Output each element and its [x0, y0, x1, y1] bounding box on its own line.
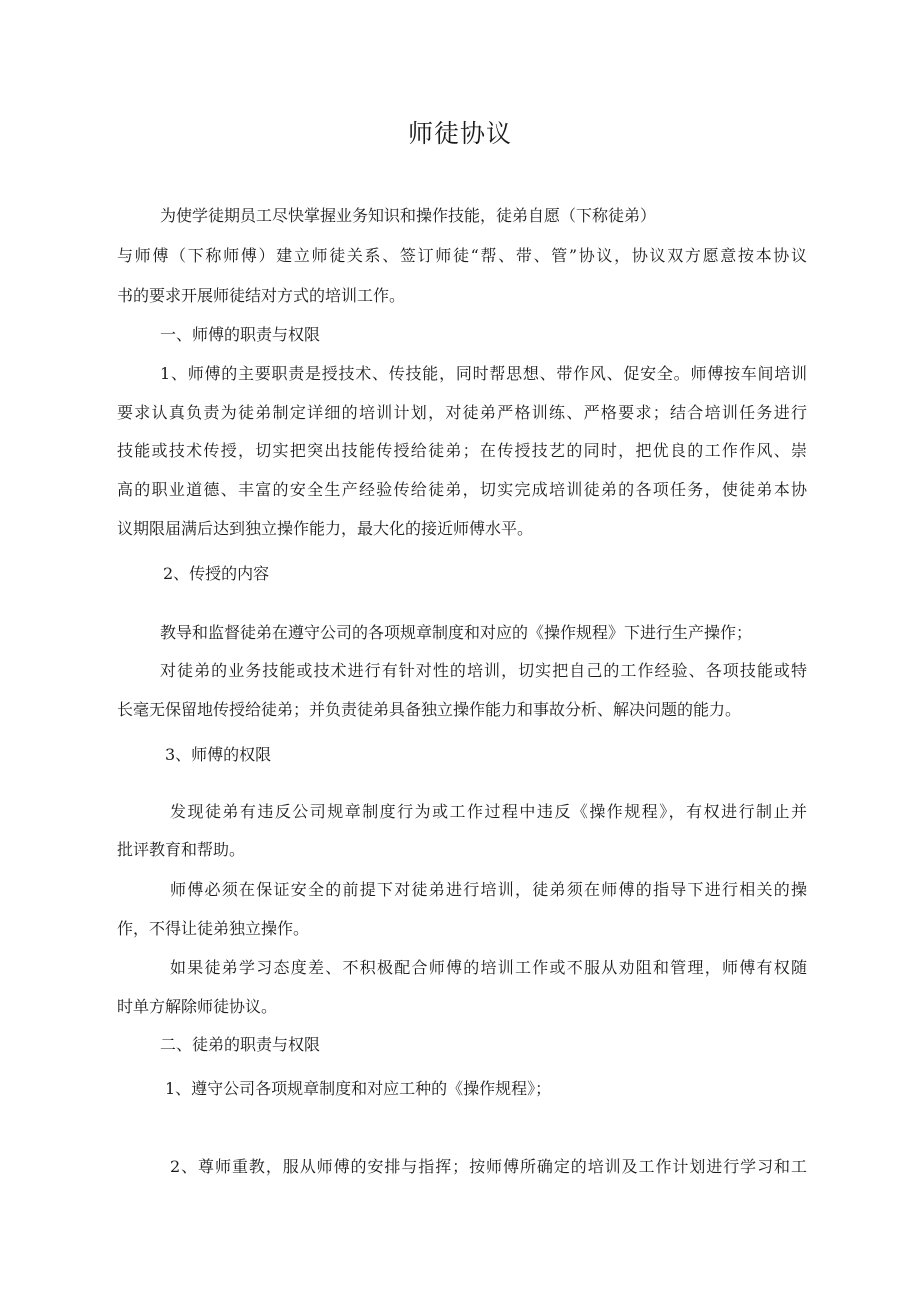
s2-item2-line-1: 2、尊师重教，服从师傅的安排与指挥；按师傅所确定的培训及工作计划进行学习和工 [170, 1157, 807, 1176]
s1-item3-para-3-line-2: 时单方解除师徒协议。 [117, 997, 278, 1016]
s1-item2-heading: 2、传授的内容 [163, 564, 270, 583]
s1-item1-line-1: 1、师傅的主要职责是授技术、传技能，同时帮思想、带作风、促安全。师傅按车间培训 [160, 364, 807, 383]
s1-item2-para-2-line-2: 长毫无保留地传授给徒弟；并负责徒弟具备独立操作能力和事故分析、解决问题的能力。 [117, 700, 742, 719]
s1-item3-para-3-line-1: 如果徒弟学习态度差、不积极配合师傅的培训工作或不服从劝阻和管理，师傅有权随 [170, 958, 807, 977]
intro-line-3: 书的要求开展师徒结对方式的培训工作。 [117, 286, 406, 305]
intro-line-2: 与师傅（下称师傅）建立师徒关系、签订师徒“帮、带、管”协议，协议双方愿意按本协议 [117, 246, 807, 265]
document-title: 师徒协议 [407, 119, 512, 148]
s1-item3-para-2-line-2: 作，不得让徒弟独立操作。 [117, 919, 310, 938]
intro-line-1: 为使学徒期员工尽快掌握业务知识和操作技能，徒弟自愿（下称徒弟） [160, 206, 657, 225]
s1-item1-line-4: 高的职业道德、丰富的安全生产经验传给徒弟，切实完成培训徒弟的各项任务，使徒弟本协 [117, 480, 807, 499]
section-1-heading: 一、师傅的职责与权限 [160, 325, 321, 344]
s1-item2-para-1: 教导和监督徒弟在遵守公司的各项规章制度和对应的《操作规程》下进行生产操作； [160, 623, 753, 642]
s1-item3-para-1-line-1: 发现徒弟有违反公司规章制度行为或工作过程中违反《操作规程》，有权进行制止并 [170, 802, 807, 821]
s1-item3-heading: 3、师傅的权限 [165, 745, 272, 764]
section-2-heading: 二、徒弟的职责与权限 [160, 1035, 321, 1054]
s2-item1: 1、遵守公司各项规章制度和对应工种的《操作规程》； [165, 1079, 552, 1098]
s1-item2-para-2-line-1: 对徒弟的业务技能或技术进行有针对性的培训，切实把自己的工作经验、各项技能或特 [160, 661, 807, 680]
s1-item1-line-2: 要求认真负责为徒弟制定详细的培训计划，对徒弟严格训练、严格要求；结合培训任务进行 [117, 403, 807, 422]
s1-item3-para-2-line-1: 师傅必须在保证安全的前提下对徒弟进行培训，徒弟须在师傅的指导下进行相关的操 [170, 880, 807, 899]
s1-item1-line-3: 技能或技术传授，切实把突出技能传授给徒弟；在传授技艺的同时，把优良的工作作风、崇 [117, 441, 807, 460]
s1-item1-line-5: 议期限届满后达到独立操作能力，最大化的接近师傅水平。 [117, 519, 534, 538]
s1-item3-para-1-line-2: 批评教育和帮助。 [117, 840, 246, 859]
